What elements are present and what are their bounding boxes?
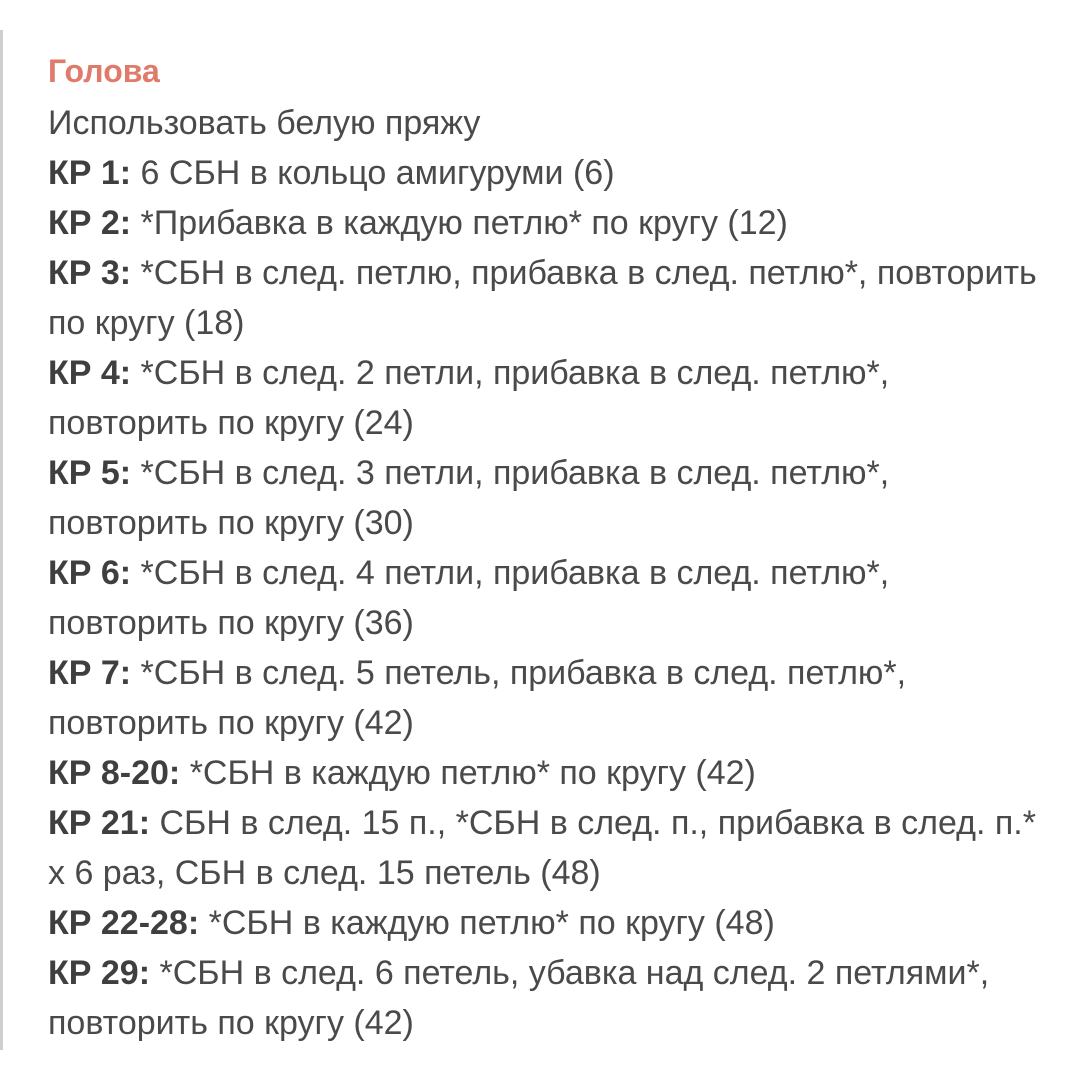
round-instruction (48, 198, 1058, 248)
round-instruction (48, 548, 1058, 648)
pattern-section (48, 44, 1058, 1048)
round-instruction (48, 798, 1058, 898)
round-text: *СБН в каждую петлю* по кругу (42) (180, 754, 756, 792)
round-text: *СБН в каждую петлю* по кругу (48) (199, 904, 775, 942)
round-label: КР 29: (48, 954, 151, 992)
round-instruction (48, 148, 1058, 198)
round-text: *СБН в след. 2 петли, прибавка в след. петлю*, повторить по кругу (24) (48, 354, 890, 442)
section-heading: Голова (48, 53, 160, 89)
round-label: КР 7: (48, 654, 132, 692)
left-border-line (0, 30, 3, 1050)
round-instruction (48, 648, 1058, 748)
round-text: *СБН в след. петлю, прибавка в след. петлю*, повторить по кругу (18) (48, 254, 1037, 342)
round-text: *СБН в след. 5 петель, прибавка в след. петлю*, повторить по кругу (42) (48, 654, 907, 742)
round-label: КР 1: (48, 154, 132, 192)
round-label: КР 8-20: (48, 754, 181, 792)
round-label: КР 3: (48, 254, 132, 292)
round-label: КР 21: (48, 804, 151, 842)
round-instruction (48, 348, 1058, 448)
round-text: *Прибавка в каждую петлю* по кругу (12) (131, 204, 788, 242)
round-instruction (48, 948, 1058, 1048)
round-label: КР 2: (48, 204, 132, 242)
round-instruction (48, 748, 1058, 798)
round-text: СБН в след. 15 п., *СБН в след. п., прибавка в след. п.* х 6 раз, СБН в след. 15 петель (48) (48, 804, 1036, 892)
round-label: КР 6: (48, 554, 132, 592)
round-label: КР 4: (48, 354, 132, 392)
round-text: *СБН в след. 3 петли, прибавка в след. петлю*, повторить по кругу (30) (48, 454, 890, 542)
round-text: *СБН в след. 4 петли, прибавка в след. петлю*, повторить по кругу (36) (48, 554, 890, 642)
round-label: КР 5: (48, 454, 132, 492)
round-instruction (48, 448, 1058, 548)
round-label: КР 22-28: (48, 904, 200, 942)
round-text: *СБН в след. 6 петель, убавка над след. 2 петлями*, повторить по кругу (42) (48, 954, 990, 1042)
round-text: 6 СБН в кольцо амигуруми (6) (131, 154, 615, 192)
round-instruction (48, 898, 1058, 948)
yarn-instruction: Использовать белую пряжу (48, 104, 481, 142)
round-instruction (48, 248, 1058, 348)
